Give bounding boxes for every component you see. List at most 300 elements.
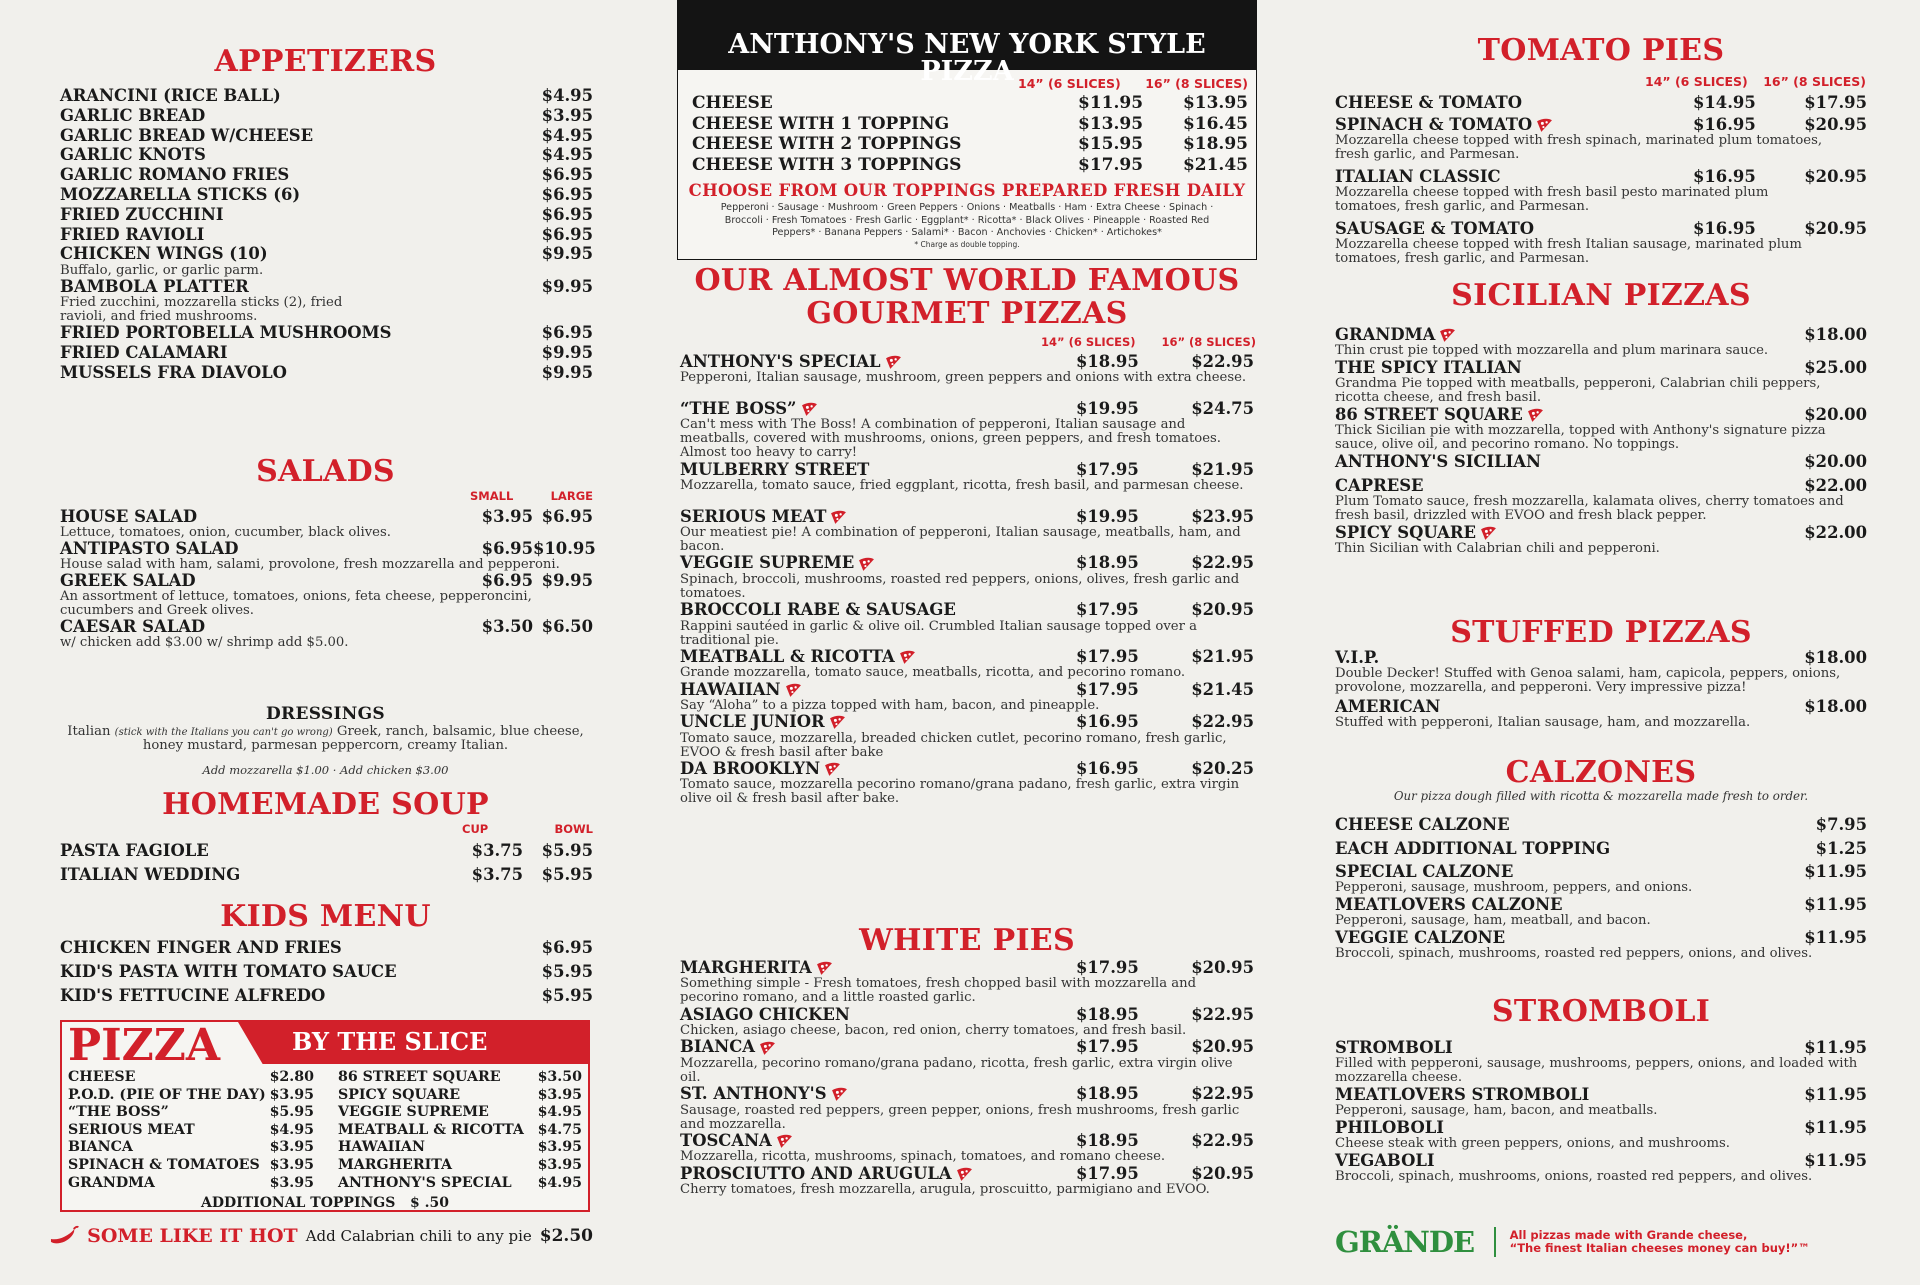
menu-item — [60, 105, 593, 125]
menu-item-description: Pepperoni, sausage, ham, bacon, and meatballs. — [1335, 1103, 1658, 1119]
item-price: $22.00 — [1804, 476, 1867, 495]
menu-item-row — [1335, 650, 1867, 666]
item-price: $6.95 — [541, 224, 593, 244]
appetizers-title: APPETIZERS — [214, 44, 437, 79]
menu-item-name — [680, 714, 1076, 730]
item-price: $5.95 — [541, 986, 593, 1005]
menu-item-row — [338, 1105, 582, 1119]
item-price: $6.95 — [481, 571, 533, 590]
menu-item-row — [60, 204, 593, 224]
menu-item — [338, 1105, 582, 1119]
menu-item-name — [1335, 218, 1693, 238]
menu-item — [68, 1123, 314, 1137]
menu-item — [60, 509, 593, 540]
menu-item-name — [692, 95, 1078, 112]
menu-item-row — [68, 1088, 314, 1102]
menu-item-name — [60, 541, 457, 557]
menu-item-row — [680, 398, 1254, 418]
pizza-slice-icon — [1480, 526, 1496, 540]
item-price: $6.95 — [541, 938, 593, 957]
item-name-text: PASTA FAGIOLE — [60, 841, 209, 860]
item-name-text: ANTIPASTO SALAD — [60, 539, 239, 558]
menu-item-description: Double Decker! Stuffed with Genoa salami, ham, capicola, peppers, onions, provolone, mozzarella, and pepperoni. Very impressive pizza! — [1335, 666, 1841, 696]
menu-item-row — [1335, 114, 1867, 134]
item-price: $16.95 — [1076, 759, 1139, 778]
item-name-text: AMERICAN — [1335, 697, 1441, 716]
menu-item-name — [60, 325, 523, 341]
menu-item-row — [680, 354, 1254, 370]
pizza-slice-icon — [829, 715, 845, 729]
item-name-text: MEATBALL & RICOTTA — [680, 647, 895, 666]
item-name-text: HOUSE SALAD — [60, 507, 198, 526]
gourmet-title-1: OUR ALMOST WORLD FAMOUS — [694, 263, 1240, 298]
tomato-size14: 14” (6 SLICES) — [1645, 74, 1748, 89]
item-name-text: V.I.P. — [1335, 648, 1380, 667]
menu-item-name — [68, 1123, 254, 1137]
menu-item-row — [1335, 360, 1867, 376]
pizza-slice-icon — [831, 1087, 847, 1101]
menu-item-description: Mozzarella, tomato sauce, fried eggplant, ricotta, fresh basil, and parmesan cheese. — [680, 478, 1244, 494]
menu-item — [1335, 407, 1867, 452]
menu-item — [68, 1088, 314, 1102]
menu-item — [60, 365, 593, 381]
menu-item — [1335, 218, 1867, 266]
menu-item-name — [60, 988, 523, 1004]
item-name-text: TOSCANA — [680, 1131, 772, 1150]
menu-item-row — [60, 867, 593, 883]
menu-item — [1335, 897, 1867, 928]
sicilian-title: SICILIAN PIZZAS — [1451, 278, 1751, 313]
menu-item-row — [60, 325, 593, 341]
item-price: $20.00 — [1804, 405, 1867, 424]
item-price: $3.95 — [537, 1086, 582, 1103]
menu-item-row — [68, 1158, 314, 1172]
pizza-slice-icon — [858, 557, 874, 571]
item-name-text: BIANCA — [680, 1037, 755, 1057]
item-price: $18.00 — [1804, 697, 1867, 716]
menu-item-name — [68, 1070, 254, 1084]
dressings-pre: Italian — [67, 724, 111, 739]
menu-item — [1335, 478, 1867, 523]
item-name-text: SPINACH & TOMATOES — [68, 1157, 260, 1173]
menu-item-name — [1335, 930, 1797, 946]
menu-item-description: Thin Sicilian with Calabrian chili and pepperoni. — [1335, 541, 1660, 557]
item-price: $3.75 — [471, 865, 523, 884]
item-price: $18.00 — [1804, 325, 1867, 344]
menu-item — [1335, 1120, 1867, 1151]
item-name-text: ASIAGO CHICKEN — [680, 1004, 850, 1024]
item-name-text: GARLIC KNOTS — [60, 145, 206, 165]
pizza-slice-icon — [1536, 118, 1552, 132]
menu-item-name — [680, 960, 1076, 976]
item-name-text: CHEESE — [68, 1069, 136, 1085]
menu-item-description: Something simple - Fresh tomatoes, fresh chopped basil with mozzarella and pecorino romano, and a little roasted garlic. — [680, 976, 1197, 1006]
item-name-text: HAWAIIAN — [338, 1139, 425, 1156]
menu-item-name — [680, 649, 1076, 665]
item-name-text: BAMBOLA PLATTER — [60, 276, 249, 296]
menu-item-name — [1335, 1120, 1797, 1136]
menu-item-row — [68, 1123, 314, 1137]
item-name-text: PHILOBOLI — [1335, 1118, 1444, 1137]
menu-item-description: Rappini sautéed in garlic & olive oil. Crumbled Italian sausage topped over a traditional pie. — [680, 618, 1197, 648]
item-price: $3.95 — [269, 1157, 314, 1173]
menu-item-row — [68, 1176, 314, 1190]
menu-item-row — [1335, 166, 1867, 186]
menu-item — [680, 398, 1254, 461]
menu-item-name — [680, 1163, 1076, 1183]
item-price: $15.95 — [1078, 134, 1144, 154]
menu-item-row — [680, 459, 1254, 479]
item-price: $4.95 — [541, 145, 593, 165]
item-price: $25.00 — [1804, 358, 1867, 377]
item-price: $11.95 — [1078, 93, 1144, 113]
menu-item-name — [692, 113, 1078, 134]
column-left — [58, 0, 596, 1285]
menu-item — [692, 136, 1248, 153]
menu-item-row — [692, 95, 1248, 112]
menu-item-name — [60, 940, 523, 956]
menu-item-name — [680, 1086, 1076, 1102]
item-name-text: DA BROOKLYN — [680, 759, 821, 778]
menu-item-row — [338, 1088, 582, 1102]
pizza-slice-icon — [801, 402, 817, 416]
item-price: $20.95 — [1191, 958, 1254, 977]
menu-item-row — [1335, 478, 1867, 494]
item-name-text: “THE BOSS” — [68, 1104, 169, 1121]
soup-title: HOMEMADE SOUP — [162, 787, 489, 822]
menu-item — [60, 246, 593, 277]
menu-item — [1335, 1153, 1867, 1184]
item-name-text: ARANCINI (RICE BALL) — [60, 86, 281, 105]
menu-item — [338, 1176, 582, 1190]
menu-item-row — [680, 960, 1254, 976]
menu-item-description: Tomato sauce, mozzarella pecorino romano/grana padano, fresh garlic, extra virgin olive oil & fresh basil after bake. — [680, 777, 1240, 807]
menu-item — [338, 1088, 582, 1102]
grande-logo: GRÄNDE — [1335, 1225, 1475, 1259]
menu-item — [68, 1176, 314, 1190]
pizza-slice-icon — [885, 355, 901, 369]
menu-item-name — [680, 354, 1076, 370]
menu-item-name — [680, 679, 1076, 699]
menu-item-name — [1335, 817, 1797, 833]
pizza-slice-icon — [816, 961, 832, 975]
item-price: $5.95 — [269, 1104, 314, 1121]
item-name-text: CAPRESE — [1335, 476, 1424, 495]
pizza-slice-icon — [1527, 408, 1543, 422]
menu-item-name — [338, 1123, 524, 1137]
menu-item — [60, 187, 593, 203]
item-name-text: SPECIAL CALZONE — [1335, 862, 1514, 881]
menu-item-description: Say “Aloha” to a pizza topped with ham, bacon, and pineapple. — [680, 698, 1100, 713]
menu-item-name — [60, 125, 523, 145]
menu-item-description: Pepperoni, sausage, ham, meatball, and bacon. — [1335, 913, 1651, 929]
menu-item-row — [1335, 1087, 1867, 1103]
toppings-title: CHOOSE FROM OUR TOPPINGS PREPARED FRESH DAILY — [688, 181, 1246, 200]
menu-item-row — [680, 679, 1254, 699]
menu-item-name — [60, 843, 457, 859]
menu-item-name — [680, 506, 1076, 526]
item-price: $9.95 — [541, 571, 593, 590]
menu-item-row — [60, 843, 593, 859]
tomato-title: TOMATO PIES — [1477, 33, 1725, 68]
grande-line-1: All pizzas made with Grande cheese, — [1509, 1227, 1748, 1242]
menu-item-row — [68, 1105, 314, 1119]
menu-item-name — [60, 147, 523, 163]
menu-item — [680, 459, 1254, 494]
item-price: $5.95 — [541, 841, 593, 860]
menu-item — [68, 1070, 314, 1084]
pizza-slice-icon — [899, 650, 915, 664]
menu-item-name — [1335, 360, 1797, 376]
salads-small-header: SMALL — [470, 489, 514, 503]
menu-item-row — [680, 506, 1254, 526]
item-name-text: FRIED RAVIOLI — [60, 224, 205, 244]
menu-item-row — [60, 616, 593, 636]
item-price: $9.95 — [541, 363, 593, 382]
menu-item — [60, 204, 593, 224]
item-name-text: P.O.D. (PIE OF THE DAY) — [68, 1086, 266, 1103]
menu-item-name — [1335, 478, 1797, 494]
item-name-text: BROCCOLI RABE & SAUSAGE — [680, 600, 956, 620]
item-price: $17.95 — [1076, 459, 1139, 479]
menu-item-description: w/ chicken add $3.00 w/ shrimp add $5.00. — [60, 634, 349, 650]
menu-item-name — [60, 509, 457, 525]
item-name-text: 86 STREET SQUARE — [1335, 405, 1523, 424]
menu-item-description: Mozzarella, pecorino romano/grana padano, ricotta, fresh garlic, extra virgin olive oil. — [680, 1055, 1233, 1085]
menu-item-name — [338, 1140, 522, 1154]
item-name-text: SPINACH & TOMATO — [1335, 114, 1533, 134]
menu-item — [60, 88, 593, 104]
item-name-text: GRANDMA — [1335, 325, 1436, 344]
menu-item — [1335, 817, 1867, 833]
menu-item-row — [60, 345, 593, 361]
menu-item-name — [60, 616, 457, 636]
item-name-text: SERIOUS MEAT — [680, 506, 827, 526]
item-name-text: HAWAIIAN — [680, 679, 781, 699]
menu-item — [60, 867, 593, 883]
menu-item-row — [60, 276, 593, 296]
menu-item — [680, 1004, 1254, 1039]
item-name-text: GARLIC BREAD W/CHEESE — [60, 125, 314, 145]
menu-item-description: Thin crust pie topped with mozzarella and plum marinara sauce. — [1335, 343, 1769, 359]
menu-item — [1335, 327, 1867, 358]
gourmet-title-2: GOURMET PIZZAS — [806, 296, 1128, 331]
menu-item-row — [680, 1086, 1254, 1102]
menu-item-name — [60, 204, 523, 224]
menu-item — [60, 167, 593, 183]
menu-item — [692, 154, 1248, 175]
item-name-text: FRIED CALAMARI — [60, 343, 228, 363]
item-name-text: MARGHERITA — [680, 958, 812, 977]
item-name-text: ANTHONY'S SICILIAN — [1335, 452, 1542, 471]
menu-item — [680, 1133, 1254, 1164]
toppings-list — [678, 202, 1256, 250]
item-price: $4.95 — [537, 1104, 582, 1121]
toppings-line-2: Broccoli · Fresh Tomatoes · Fresh Garlic · Eggplant* · Ricotta* · Black Olives · Pineapple · Roasted Red — [724, 214, 1210, 226]
menu-item-description: Grande mozzarella, tomato sauce, meatballs, ricotta, and pecorino romano. — [680, 665, 1186, 681]
menu-item-row — [692, 136, 1248, 153]
item-name-text: MEATLOVERS STROMBOLI — [1335, 1085, 1590, 1104]
menu-item — [680, 960, 1254, 1005]
item-price: $6.95 — [541, 185, 593, 204]
menu-item-row — [60, 509, 593, 525]
column-right — [1335, 0, 1867, 1285]
menu-item-row — [60, 147, 593, 163]
menu-item-name — [338, 1070, 522, 1084]
menu-item-row — [1335, 454, 1867, 470]
item-price: $7.95 — [1815, 815, 1867, 834]
item-price: $20.25 — [1191, 759, 1254, 778]
menu-item-name — [60, 167, 523, 183]
menu-item-row — [60, 573, 593, 589]
item-price: $17.95 — [1804, 93, 1867, 112]
item-price: $3.95 — [481, 507, 533, 526]
item-name-text: CHEESE CALZONE — [1335, 815, 1510, 834]
item-name-text: KID'S PASTA WITH TOMATO SAUCE — [60, 962, 397, 981]
item-name-text: FRIED PORTOBELLA MUSHROOMS — [60, 323, 392, 343]
menu-item-name — [680, 1039, 1076, 1055]
item-price: $13.95 — [1182, 93, 1248, 113]
menu-item-row — [680, 1039, 1254, 1055]
menu-item-name — [338, 1176, 522, 1190]
pizza-slice-icon — [776, 1134, 792, 1148]
item-price: $3.95 — [541, 105, 593, 125]
item-name-text: CHEESE WITH 1 TOPPING — [692, 113, 950, 134]
item-price: $6.50 — [541, 616, 593, 636]
menu-item-name — [60, 276, 523, 296]
menu-item — [680, 555, 1254, 600]
toppings-line-1: Pepperoni · Sausage · Mushroom · Green Peppers · Onions · Meatballs · Ham · Extra Cheese · Spinach · — [720, 202, 1214, 213]
menu-item-row — [60, 539, 596, 558]
item-price: $6.95 — [541, 165, 593, 185]
item-price: $22.95 — [1191, 712, 1254, 732]
item-name-text: KID'S FETTUCINE ALFREDO — [60, 986, 326, 1005]
item-name-text: MEATLOVERS CALZONE — [1335, 895, 1563, 914]
menu-item-name — [60, 867, 457, 883]
item-price: $3.95 — [269, 1174, 314, 1191]
menu-item-name — [1335, 1153, 1797, 1169]
menu-item-description: Chicken, asiago cheese, bacon, red onion, cherry tomatoes, and fresh basil. — [680, 1023, 1187, 1039]
item-price: $11.95 — [1804, 928, 1867, 947]
item-name-text: VEGGIE SUPREME — [680, 553, 855, 573]
menu-item — [338, 1123, 582, 1137]
dressings-add: Add mozzarella $1.00 · Add chicken $3.00 — [202, 763, 449, 777]
item-name-text: STROMBOLI — [1335, 1038, 1453, 1057]
menu-item — [60, 940, 593, 956]
menu-item-name — [680, 555, 1076, 571]
menu-item-name — [1335, 525, 1797, 541]
menu-item-row — [1335, 407, 1867, 423]
pizza-slice-icon — [824, 762, 840, 776]
menu-item-name — [680, 1004, 1076, 1024]
item-price: $11.95 — [1804, 862, 1867, 881]
item-price: $10.95 — [533, 539, 596, 558]
item-price: $22.95 — [1191, 352, 1254, 371]
item-name-text: CHICKEN FINGER AND FRIES — [60, 938, 342, 957]
item-price: $11.95 — [1804, 1038, 1867, 1057]
item-price: $3.50 — [537, 1069, 582, 1085]
menu-item-name — [60, 224, 523, 244]
menu-item-row — [338, 1070, 582, 1084]
item-price: $3.95 — [537, 1139, 582, 1156]
item-name-text: VEGGIE SUPREME — [338, 1104, 489, 1121]
item-price: $17.95 — [1076, 679, 1139, 699]
menu-item-row — [68, 1070, 314, 1084]
menu-item-description: Thick Sicilian pie with mozzarella, topped with Anthony's signature pizza sauce, olive oil, and pecorino romano. No toppings. — [1335, 423, 1826, 453]
menu-item — [680, 1086, 1254, 1131]
menu-item-description: Mozzarella cheese topped with fresh basil pesto marinated plum tomatoes, fresh garlic, and Parmesan. — [1335, 184, 1769, 214]
item-price: $17.95 — [1076, 1037, 1139, 1057]
item-name-text: CHEESE WITH 2 TOPPINGS — [692, 134, 962, 154]
menu-item-name — [68, 1105, 254, 1119]
item-price: $22.95 — [1191, 1131, 1254, 1150]
item-name-text: FRIED ZUCCHINI — [60, 204, 224, 224]
pizza-slice-icon — [1439, 328, 1455, 342]
item-name-text: EACH ADDITIONAL TOPPING — [1335, 838, 1611, 858]
menu-item — [60, 539, 596, 573]
item-price: $17.95 — [1076, 958, 1139, 977]
menu-item-name — [68, 1158, 260, 1172]
menu-item — [1335, 838, 1867, 858]
item-price: $4.95 — [541, 86, 593, 105]
menu-item-description: Pepperoni, Italian sausage, mushroom, green peppers and onions with extra cheese. — [680, 370, 1247, 386]
item-name-text: MOZZARELLA STICKS (6) — [60, 185, 301, 204]
menu-item-row — [680, 761, 1254, 777]
menu-item-row — [1335, 1153, 1867, 1169]
item-name-text: ITALIAN CLASSIC — [1335, 166, 1501, 186]
menu-item-name — [692, 154, 1078, 175]
menu-item — [1335, 930, 1867, 961]
menu-item-name — [680, 398, 1076, 418]
item-name-text: BIANCA — [68, 1139, 133, 1156]
tomato-size16: 16” (8 SLICES) — [1763, 74, 1866, 89]
item-price: $20.95 — [1191, 600, 1254, 620]
item-price: $17.95 — [1076, 1163, 1139, 1183]
menu-item-description: Broccoli, spinach, mushrooms, onions, roasted red peppers, and olives. — [1335, 1169, 1813, 1185]
menu-item — [60, 125, 593, 145]
item-name-text: CAESAR SALAD — [60, 616, 206, 636]
menu-item-description: An assortment of lettuce, tomatoes, onions, feta cheese, pepperoncini, cucumbers and Greek olives. — [60, 589, 532, 619]
soup-bowl-header: BOWL — [554, 822, 593, 836]
menu-item-row — [1335, 930, 1867, 946]
item-price: $20.95 — [1804, 166, 1867, 186]
grande-footer — [1335, 1222, 1867, 1262]
menu-item — [338, 1158, 582, 1172]
menu-item-name — [60, 88, 523, 104]
ny-size14: 14” (6 SLICES) — [1018, 76, 1121, 91]
item-name-text: MARGHERITA — [338, 1157, 453, 1173]
menu-item — [1335, 95, 1867, 111]
item-price: $18.95 — [1076, 352, 1139, 371]
menu-item — [680, 1039, 1254, 1084]
menu-item-name — [68, 1176, 254, 1190]
item-price: $20.95 — [1191, 1163, 1254, 1183]
toppings-line-3: Peppers* · Banana Peppers · Salami* · Bacon · Anchovies · Chicken* · Artichokes* — [772, 227, 1162, 239]
menu-item-name — [692, 136, 1078, 153]
item-price: $22.00 — [1804, 523, 1867, 542]
menu-item-name — [1335, 1087, 1797, 1103]
item-price: $2.80 — [269, 1069, 314, 1085]
menu-item — [60, 573, 593, 618]
menu-item — [1335, 650, 1867, 695]
item-name-text: UNCLE JUNIOR — [680, 712, 825, 732]
menu-item — [68, 1158, 314, 1172]
item-price: $17.95 — [1076, 647, 1139, 666]
hot-title: SOME LIKE IT HOT — [87, 1225, 298, 1247]
item-price: $17.95 — [1078, 154, 1144, 175]
item-name-text: SERIOUS MEAT — [68, 1121, 195, 1138]
menu-item-row — [60, 88, 593, 104]
